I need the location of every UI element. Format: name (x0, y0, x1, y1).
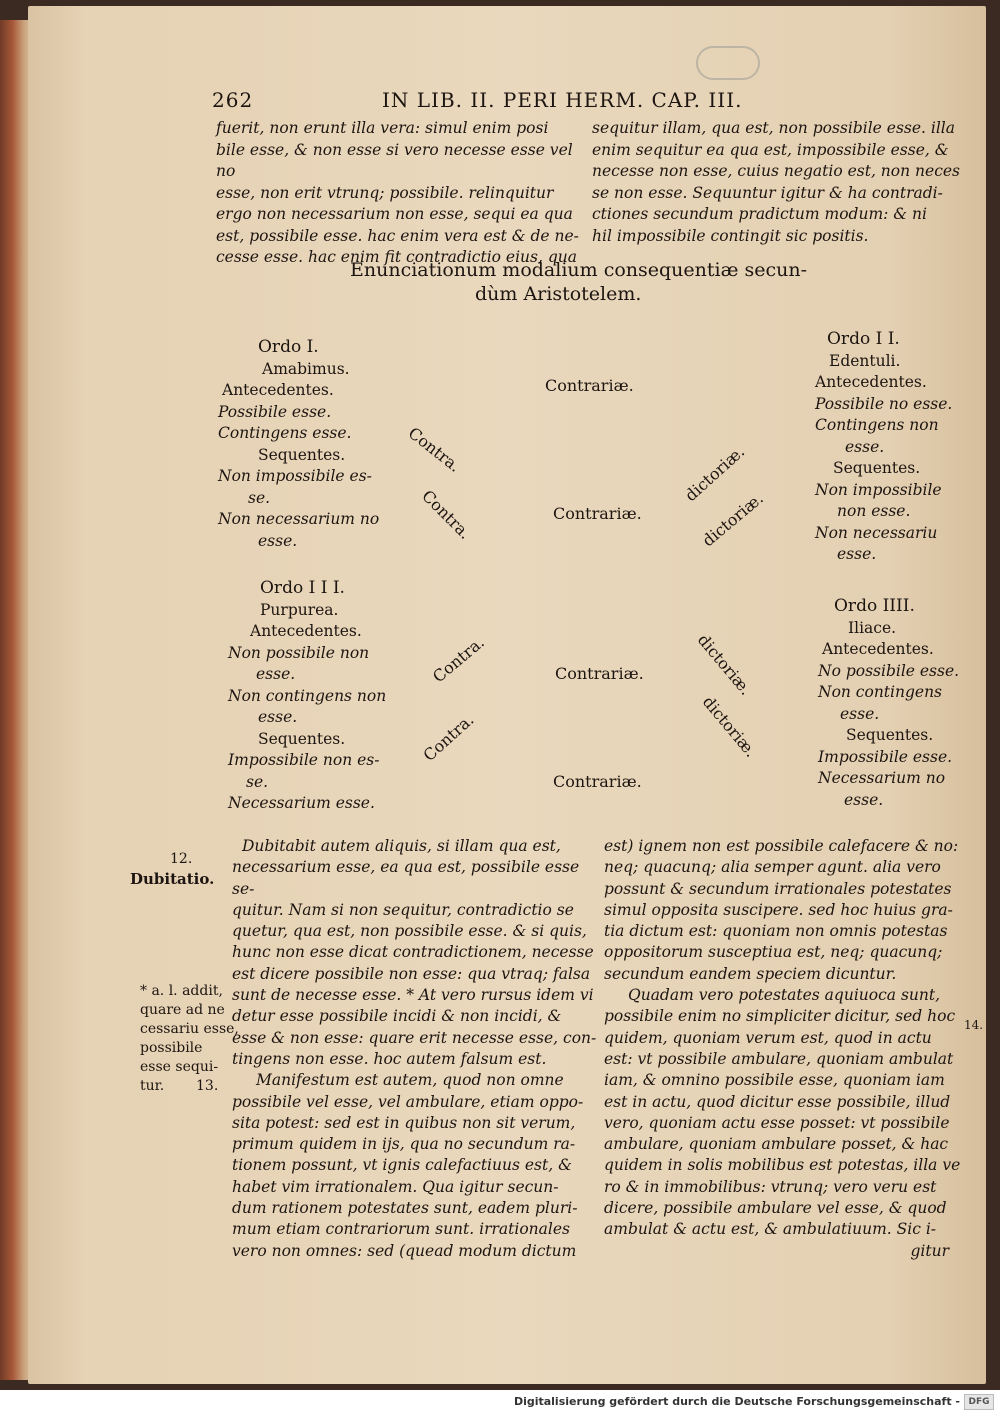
text-line: hunc non esse dicat contradictionem, necesse (232, 943, 594, 962)
ordo-3 (228, 578, 386, 815)
margin-note-line: possibile (140, 1040, 203, 1056)
label-contra: Contra. (404, 423, 465, 476)
dfg-logo: DFG (964, 1394, 994, 1410)
text-line: esse & non esse: quare erit necesse esse, con- (232, 1028, 597, 1047)
margin-note-line: esse sequi- (140, 1059, 219, 1075)
ordo-name: Edentuli. (829, 351, 901, 370)
label-contrariae-bottom: Contrariæ. (553, 772, 642, 791)
text-line: oppositorum susceptiua est, neq; quacunq; (604, 943, 943, 962)
text-line: vero, quoniam actu esse posset: vt possibile (604, 1113, 950, 1132)
text-line: habet vim irrationalem. Qua igitur secun- (232, 1177, 559, 1196)
proposition: esse. (258, 708, 298, 726)
text-line: dum rationem potestates sunt, eadem pluri- (232, 1199, 578, 1218)
text-line: sequitur illam, qua est, non possibile esse. illa (592, 119, 955, 137)
proposition: Non possibile non (228, 643, 370, 662)
proposition: No possibile esse. (818, 661, 960, 680)
proposition: Contingens esse. (218, 424, 352, 442)
margin-dubitatio: Dubitatio. (130, 870, 215, 888)
proposition: esse. (837, 545, 877, 563)
proposition: Non necessarium no (218, 510, 380, 528)
sequentes-label: Sequentes. (833, 459, 921, 477)
table-title-line: dùm Aristotelem. (475, 283, 642, 305)
text-line: est) ignem non est possibile calefacere & no: (604, 837, 959, 855)
margin-number-14: 14. (964, 1018, 984, 1032)
text-line: primum quidem in ijs, qua no secundum ra- (232, 1135, 576, 1154)
text-line: est dicere possibile non esse: qua vtraq; falsa (232, 964, 591, 983)
sequentes-label: Sequentes. (258, 445, 346, 464)
text-line: sunt de necesse esse. * At vero rursus idem vi (232, 986, 594, 1005)
proposition: esse. (844, 790, 884, 809)
ordo-name: Purpurea. (260, 600, 339, 619)
text-line: Manifestum est autem, quod non omne (256, 1071, 564, 1090)
proposition: Possibile esse. (218, 402, 332, 421)
margin-note (140, 982, 239, 1096)
text-line: necesse non esse, cuius negatio est, non neces (592, 162, 960, 180)
text-line: simul opposita suscipere. sed hoc huius gra- (604, 900, 953, 919)
text-line: esse, non erit vtrunq; possibile. relinquitur (216, 183, 554, 202)
top-right-column (592, 118, 972, 247)
proposition: esse. (840, 704, 880, 723)
proposition: Non necessariu (815, 523, 938, 542)
text-line: necessarium esse, ea qua est, possibile esse se- (232, 858, 580, 898)
text-line: tionem possunt, vt ignis calefactiuus est, & (232, 1156, 572, 1175)
text-line: iam, & omnino possibile esse, quoniam iam (604, 1071, 945, 1090)
proposition: se. (248, 488, 271, 507)
margin-note-line: cessariu esse, (140, 1021, 239, 1037)
proposition: Non impossibile (815, 480, 942, 499)
clip-mark (696, 46, 760, 80)
text-line: est in actu, quod dicitur esse possibile, illud (604, 1092, 951, 1111)
label-contrariae-mid: Contrariæ. (553, 504, 642, 523)
proposition: Necessarium esse. (228, 794, 375, 812)
margin-note-line: tur. (140, 1078, 165, 1094)
ordo-title: Ordo I. (258, 337, 319, 357)
antecedentes-label: Antecedentes. (250, 622, 362, 640)
label-contra: Contra. (419, 710, 478, 765)
margin-note-line: * a. l. addit, (140, 983, 223, 999)
proposition: Necessarium no (818, 769, 946, 787)
table-title (350, 258, 807, 306)
text-line: ambulat & actu est, & ambulatiuum. Sic i- (604, 1220, 937, 1239)
text-line: fuerit, non erunt illa vera: simul enim posi (216, 119, 549, 137)
label-dictoriae: dictoriæ. (698, 692, 761, 761)
proposition: Impossibile esse. (818, 747, 953, 766)
text-line: ctiones secundum pradictum modum: & ni (592, 205, 927, 223)
text-line: est, possibile esse. hac enim vera est & de ne- (216, 226, 579, 245)
top-left-column (216, 118, 581, 269)
label-dictoriae: dictoriæ. (681, 441, 749, 506)
text-line: neq; quacunq; alia semper agunt. alia vero (604, 858, 941, 877)
text-line: ergo non necessarium non esse, sequi ea qua (216, 205, 573, 223)
text-line: quidem, quoniam verum est, quod in actu (604, 1028, 932, 1047)
proposition: Non contingens (818, 683, 942, 701)
label-dictoriae: dictoriæ. (698, 488, 767, 551)
text-line: hil impossibile contingit sic positis. (592, 226, 869, 245)
ordo-title: Ordo I I I. (260, 578, 345, 598)
sequentes-label: Sequentes. (258, 729, 346, 748)
page-number: 262 (212, 88, 254, 112)
text-line: quetur, qua est, non possibile esse. & si quis, (232, 922, 587, 941)
text-line: est: vt possibile ambulare, quoniam ambulat (604, 1049, 954, 1068)
text-line: possunt & secundum irrationales potestates (604, 879, 952, 898)
table-title-line: Enunciationum modalium consequentiæ secun- (350, 259, 808, 281)
text-line: enim sequitur ea qua est, impossibile esse, & (592, 140, 949, 159)
label-contrariae-top: Contrariæ. (545, 376, 634, 395)
label-contrariae-lower: Contrariæ. (555, 664, 644, 683)
bottom-left-column (232, 836, 597, 1262)
text-line: quitur. Nam si non sequitur, contradictio se (232, 900, 574, 919)
text-line: tingens non esse. hoc autem falsum est. (232, 1049, 547, 1068)
text-line: quidem in solis mobilibus est potestas, illa ve (604, 1156, 961, 1175)
text-line: se non esse. Sequuntur igitur & ha contradi- (592, 183, 943, 202)
text-line: possibile enim no simpliciter dicitur, sed hoc (604, 1007, 956, 1026)
footer-bar (0, 1390, 1000, 1414)
ordo-title: Ordo I I. (827, 329, 900, 349)
proposition: Non contingens non (228, 686, 387, 705)
ordo-4 (818, 596, 959, 811)
text-line: Quadam vero potestates aquiuoca sunt, (628, 986, 941, 1005)
label-contra: Contra. (418, 486, 475, 543)
footer-credit: Digitalisierung gefördert durch die Deutsche Forschungsgemeinschaft - (513, 1395, 960, 1408)
text-line: secundum eandem speciem dicuntur. (604, 964, 897, 983)
ordo-name: Iliace. (848, 618, 897, 637)
antecedentes-label: Antecedentes. (815, 373, 927, 391)
text-line: tia dictum est: quoniam non omnis potestas (604, 922, 948, 941)
proposition: Non impossibile es- (218, 467, 372, 485)
antecedentes-label: Antecedentes. (222, 381, 334, 399)
proposition: esse. (256, 665, 296, 683)
margin-number-12: 12. (170, 851, 193, 867)
text-line: detur esse possibile incidi & non incidi, & (232, 1007, 562, 1026)
proposition: Possibile no esse. (815, 394, 953, 413)
antecedentes-label: Antecedentes. (822, 640, 934, 658)
proposition: esse. (845, 437, 885, 456)
text-line: cesse esse. hac enim fit contradictio eius, qua (216, 248, 577, 266)
proposition: Contingens non (815, 416, 939, 434)
ordo-name: Amabimus. (262, 359, 350, 378)
bottom-right-column (604, 836, 969, 1262)
label-contra: Contra. (429, 632, 488, 687)
text-line: dicere, possibile ambulare vel esse, & quod (604, 1199, 947, 1218)
sequentes-label: Sequentes. (846, 726, 934, 744)
text-line: possibile vel esse, vel ambulare, etiam oppo- (232, 1092, 584, 1111)
text-line: mum etiam contrariorum sunt. irrationales (232, 1220, 570, 1239)
proposition: esse. (258, 531, 298, 550)
text-line: ambulare, quoniam ambulare posset, & hac (604, 1135, 949, 1154)
text-line: gitur (910, 1241, 949, 1260)
ordo-1 (218, 337, 379, 552)
text-line: bile esse, & non esse si vero necesse esse vel no (216, 140, 573, 180)
text-line: sita potest: sed est in quibus non sit verum, (232, 1113, 576, 1132)
margin-number-13: 13. (196, 1078, 219, 1094)
ordo-2 (815, 329, 952, 566)
proposition: Impossibile non es- (228, 751, 380, 769)
proposition: non esse. (837, 502, 911, 520)
text-line: ro & in immobilibus: vtrunq; vero veru est (604, 1177, 937, 1196)
margin-note-line: quare ad ne (140, 1002, 225, 1018)
ordo-title: Ordo IIII. (834, 596, 915, 616)
text-line: Dubitabit autem aliquis, si illam qua est, (242, 837, 561, 855)
proposition: se. (246, 772, 269, 791)
label-dictoriae: dictoriæ. (693, 630, 756, 699)
running-title: IN LIB. II. PERI HERM. CAP. III. (382, 88, 743, 112)
text-line: vero non omnes: sed (quead modum dictum (232, 1241, 577, 1260)
